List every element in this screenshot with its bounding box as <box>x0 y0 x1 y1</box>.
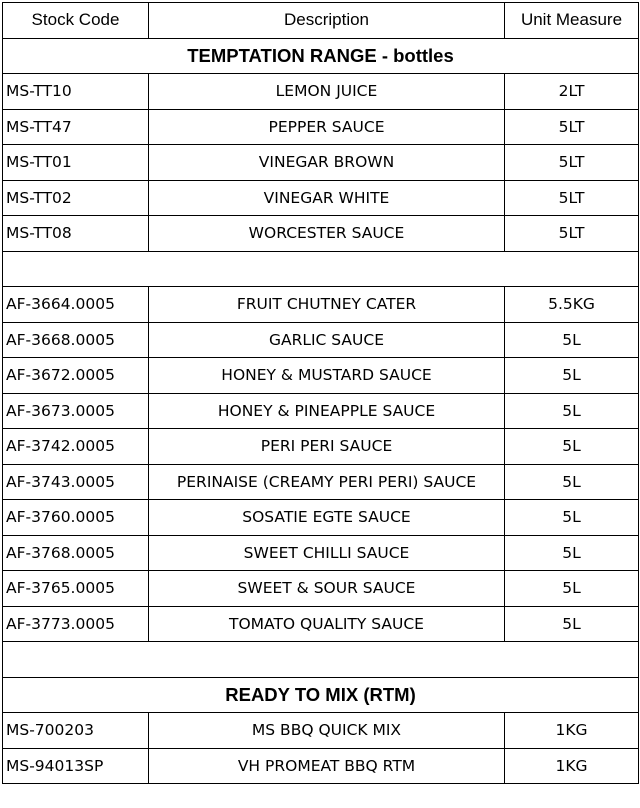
table-row <box>3 393 639 429</box>
table-row <box>3 216 639 252</box>
table-row <box>3 322 639 358</box>
unit-measure-cell: 5.5KG <box>505 287 639 323</box>
stock-code-cell: MS-94013SP <box>3 748 149 784</box>
unit-measure-cell: 5L <box>505 464 639 500</box>
section-row-temptation <box>3 38 639 74</box>
header-description: Description <box>149 3 505 39</box>
description-cell: PERINAISE (CREAMY PERI PERI) SAUCE <box>149 464 505 500</box>
unit-measure-cell: 2LT <box>505 74 639 110</box>
stock-code-cell: AF-3668.0005 <box>3 322 149 358</box>
header-stock-code: Stock Code <box>3 3 149 39</box>
unit-measure-cell: 1KG <box>505 713 639 749</box>
table-row <box>3 464 639 500</box>
header-unit-measure: Unit Measure <box>505 3 639 39</box>
stock-code-cell: AF-3673.0005 <box>3 393 149 429</box>
description-cell: SWEET & SOUR SAUCE <box>149 571 505 607</box>
unit-measure-cell: 5LT <box>505 180 639 216</box>
description-cell: LEMON JUICE <box>149 74 505 110</box>
description-cell: VINEGAR WHITE <box>149 180 505 216</box>
unit-measure-cell: 5LT <box>505 109 639 145</box>
blank-cell <box>3 251 639 287</box>
description-cell: SWEET CHILLI SAUCE <box>149 535 505 571</box>
stock-code-cell: AF-3672.0005 <box>3 358 149 394</box>
description-cell: HONEY & PINEAPPLE SAUCE <box>149 393 505 429</box>
blank-cell <box>3 642 639 678</box>
unit-measure-cell: 5LT <box>505 216 639 252</box>
unit-measure-cell: 5L <box>505 429 639 465</box>
unit-measure-cell: 1KG <box>505 748 639 784</box>
section-row-rtm <box>3 677 639 713</box>
table-row <box>3 571 639 607</box>
description-cell: FRUIT CHUTNEY CATER <box>149 287 505 323</box>
stock-code-cell: AF-3768.0005 <box>3 535 149 571</box>
unit-measure-cell: 5L <box>505 571 639 607</box>
table-row <box>3 713 639 749</box>
description-cell: VH PROMEAT BBQ RTM <box>149 748 505 784</box>
stock-code-cell: MS-TT47 <box>3 109 149 145</box>
description-cell: PERI PERI SAUCE <box>149 429 505 465</box>
unit-measure-cell: 5LT <box>505 145 639 181</box>
stock-code-cell: MS-700203 <box>3 713 149 749</box>
unit-measure-cell: 5L <box>505 606 639 642</box>
table-row <box>3 287 639 323</box>
description-cell: WORCESTER SAUCE <box>149 216 505 252</box>
unit-measure-cell: 5L <box>505 322 639 358</box>
stock-code-cell: AF-3664.0005 <box>3 287 149 323</box>
description-cell: SOSATIE EGTE SAUCE <box>149 500 505 536</box>
table-row <box>3 180 639 216</box>
stock-code-cell: AF-3765.0005 <box>3 571 149 607</box>
stock-code-cell: MS-TT10 <box>3 74 149 110</box>
stock-code-cell: AF-3742.0005 <box>3 429 149 465</box>
stock-code-cell: AF-3743.0005 <box>3 464 149 500</box>
section-title-rtm: READY TO MIX (RTM) <box>3 677 639 713</box>
unit-measure-cell: 5L <box>505 535 639 571</box>
header-row <box>3 3 639 39</box>
unit-measure-cell: 5L <box>505 393 639 429</box>
table-row <box>3 145 639 181</box>
blank-row <box>3 642 639 678</box>
stock-code-cell: MS-TT02 <box>3 180 149 216</box>
stock-code-cell: AF-3760.0005 <box>3 500 149 536</box>
table-row <box>3 74 639 110</box>
table-row <box>3 748 639 784</box>
stock-code-cell: MS-TT08 <box>3 216 149 252</box>
table-row <box>3 358 639 394</box>
description-cell: VINEGAR BROWN <box>149 145 505 181</box>
table-row <box>3 500 639 536</box>
stock-code-cell: AF-3773.0005 <box>3 606 149 642</box>
description-cell: HONEY & MUSTARD SAUCE <box>149 358 505 394</box>
table-row <box>3 535 639 571</box>
unit-measure-cell: 5L <box>505 500 639 536</box>
description-cell: PEPPER SAUCE <box>149 109 505 145</box>
unit-measure-cell: 5L <box>505 358 639 394</box>
blank-row <box>3 251 639 287</box>
table-row <box>3 429 639 465</box>
stock-code-cell: MS-TT01 <box>3 145 149 181</box>
section-title-temptation: TEMPTATION RANGE - bottles <box>3 38 639 74</box>
description-cell: TOMATO QUALITY SAUCE <box>149 606 505 642</box>
description-cell: MS BBQ QUICK MIX <box>149 713 505 749</box>
description-cell: GARLIC SAUCE <box>149 322 505 358</box>
product-table <box>2 2 639 784</box>
table-row <box>3 109 639 145</box>
table-row <box>3 606 639 642</box>
